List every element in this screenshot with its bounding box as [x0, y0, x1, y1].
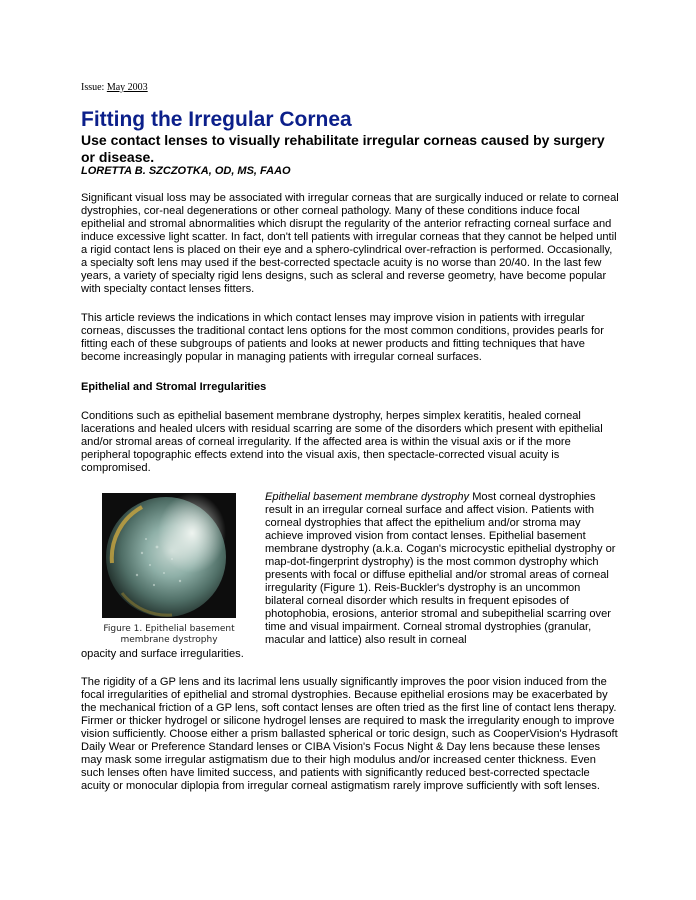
paragraph-dystrophy — [265, 491, 617, 647]
article-subtitle: Use contact lenses to visually rehabilitate irregular corneas caused by surgery or disease. — [81, 132, 605, 165]
figure-1 — [102, 493, 236, 646]
paragraph-intro: Significant visual loss may be associated with irregular corneas that are surgically induced or relate to corneal dystrophies, cor-neal degenerations or other corneal pathology. Many of these conditions induce focal epithelial and stromal abnormalities which disrupt the regularity of the anterior refracting corneal surface and induce excessive light scatter. In fact, don't tell patients with irregular corneas that they cannot be helped until a rigid contact lens is placed on their eye and a sphero-cylindrical over-refraction is performed. Occasionally, a specialty soft lens may used if the best-corrected spectacle acuity is no worse than 20/40. In the last few years, a variety of specialty rigid lens designs, such as scleral and reverse geometry, have become popular with specialty contact lenses fitters. — [81, 192, 619, 295]
cornea-photo-icon — [102, 493, 236, 618]
figure-caption: Figure 1. Epithelial basement membrane dystrophy — [103, 624, 235, 645]
article-title: Fitting the Irregular Cornea — [81, 108, 352, 131]
article-author: LORETTA B. SZCZOTKA, OD, MS, FAAO — [81, 165, 291, 177]
paragraph-overview: This article reviews the indications in which contact lenses may improve vision in patients with irregular corneas, discusses the traditional contact lens options for the most common conditions, provides pearls for fitting each of these subgroups of patients and looks at newer products and fitting techniques that have become increasingly popular in managing patients with irregular corneal surfaces. — [81, 312, 604, 363]
paragraph-dystrophy-tail: opacity and surface irregularities. — [81, 648, 244, 660]
section-heading: Epithelial and Stromal Irregularities — [81, 381, 267, 393]
paragraph-conditions: Conditions such as epithelial basement membrane dystrophy, herpes simplex keratitis, healed corneal lacerations and healed ulcers with residual scarring are some of the disorders which present with epithelial and/or stromal areas of corneal irregularity. If the affected area is within the visual axis or if the more peripheral topographic effects extend into the visual axis, then spectacle-corrected visual acuity is compromised. — [81, 410, 603, 474]
issue-label: Issue: — [81, 82, 105, 93]
dystrophy-lead: Epithelial basement membrane dystrophy — [265, 491, 470, 503]
dystrophy-body: Most corneal dystrophies result in an irregular corneal surface and affect vision. Patients with corneal dystrophies that affect the epithelium and/or stroma may achieve improved vision from contact lenses. Epithelial basement membrane dystrophy (a.k.a. Cogan's microcystic epithelial dystrophy or map-dot-fingerprint dystrophy) is the most common dystrophy which presents with focal or diffuse epithelial and/or stromal areas of corneal irregularity (Figure 1). Reis-Buckler's dystrophy is an uncommon bilateral corneal disorder which results in frequent episodes of photophobia, erosions, anterior stromal and subepithelial scarring over time and visual impairment. Corneal stromal dystrophies (granular, macular and lattice) also result in corneal — [265, 491, 616, 646]
issue-date-link[interactable]: May 2003 — [106, 82, 148, 93]
issue-line — [81, 82, 148, 93]
paragraph-gp-lens: The rigidity of a GP lens and its lacrimal lens usually significantly improves the poor vision induced from the focal irregularities of epithelial and stromal dystrophies. Because epithelial erosions may be exacerbated by the mechanical friction of a GP lens, soft contact lenses are often tried as the first line of contact lens therapy. Firmer or thicker hydrogel or silicone hydrogel lenses are required to mask the irregularity enough to improve vision sufficiently. Choose either a prism ballasted spherical or toric design, such as CooperVision's Hydrasoft Daily Wear or Preference Standard lenses or CIBA Vision's Focus Night & Day lens because these lenses may mask some irregular astigmatism due to their high modulus and/or increased center thickness. Even such lenses often have limited success, and patients with significantly reduced best-corrected spectacle acuity or monocular diplopia from irregular corneal astigmatism rarely improve sufficiently with soft lenses. — [81, 676, 618, 792]
